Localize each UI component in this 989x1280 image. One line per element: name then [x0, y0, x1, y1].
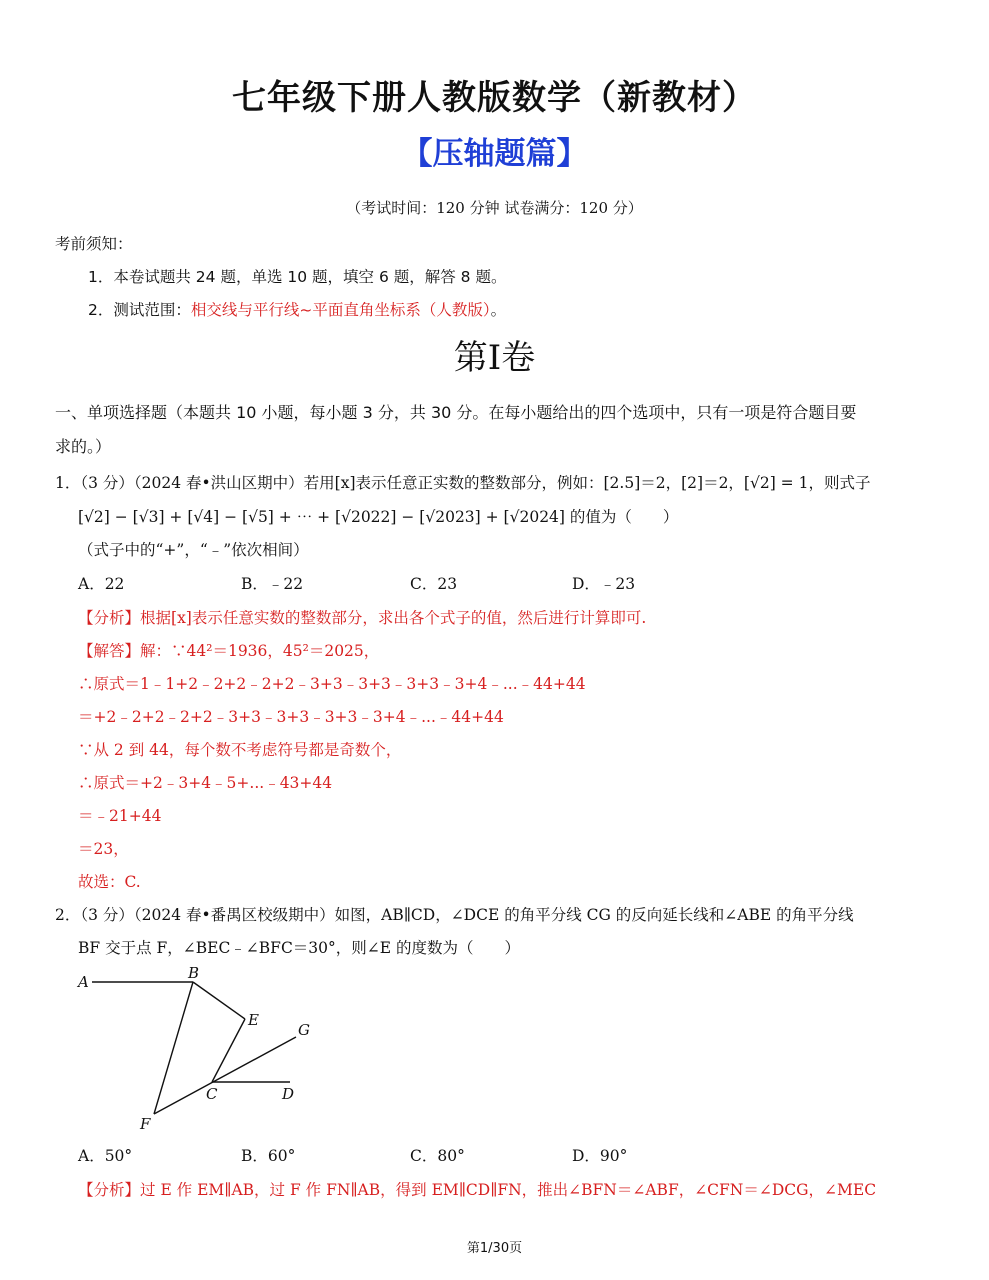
q1-option-b: B．﹣22 [241, 575, 304, 593]
label-f: F [140, 1115, 151, 1133]
q1-solution-line: ∵从 2 到 44，每个数不考虑符号都是奇数个， [78, 741, 402, 759]
q1-option-c: C．23 [410, 575, 458, 593]
q1-stem: 1．（3 分）（2024 春•洪山区期中）若用[x]表示任意正实数的整数部分，例如：[2.5]＝2，[2]＝2，[√2] = 1，则式子 [55, 474, 871, 492]
label-b: B [188, 964, 200, 982]
q1-solution-line: ∴原式＝+2﹣3+4﹣5+...﹣43+44 [78, 774, 333, 792]
line-fg [154, 1037, 296, 1114]
q1-solution-label: 【解答】 [78, 642, 141, 660]
label-e: E [248, 1011, 259, 1029]
test-range: 相交线与平行线~平面直角坐标系（人教版） [190, 301, 491, 319]
q1-note: （式子中的“+”，“﹣”依次相间） [78, 541, 309, 559]
notice-label: 考前须知： [55, 235, 133, 253]
label-d: D [282, 1085, 295, 1103]
q2-option-a: A．50° [78, 1147, 133, 1165]
q1-solution-line: ＝23， [78, 840, 129, 858]
document-title: 七年级下册人教版数学（新教材） [232, 78, 757, 118]
notice-item-2 [88, 298, 506, 320]
line-bf [154, 982, 193, 1114]
q1-analysis-text: 根据[x]表示任意实数的整数部分，求出各个式子的值，然后进行计算即可. [140, 609, 647, 627]
q2-option-c: C．80° [410, 1147, 465, 1165]
q1-option-d: D．﹣23 [572, 575, 636, 593]
q2-stem-line2: BF 交于点 F，∠BEC﹣∠BFC＝30°，则∠E 的度数为（ ） [78, 939, 521, 957]
q2-analysis [78, 1178, 876, 1200]
notice-item-2-prefix: 2．测试范围： [88, 301, 191, 319]
line-be [193, 982, 245, 1019]
q1-solution-line: ＝﹣21+44 [78, 807, 162, 825]
label-c: C [206, 1085, 218, 1103]
line-ec [212, 1019, 245, 1082]
q2-geometry-figure [70, 962, 330, 1137]
q1-option-a: A．22 [78, 575, 125, 593]
section-heading-line1: 一、单项选择题（本题共 10 小题，每小题 3 分，共 30 分。在每小题给出的四个选项中，只有一项是符合题目要 [55, 403, 857, 422]
q2-stem-line1: 2．（3 分）（2024 春•番禺区校级期中）如图，AB∥CD，∠DCE 的角平分线 CG 的反向延长线和∠ABE 的角平分线 [55, 906, 854, 924]
q1-solution-line: ∴原式＝1﹣1+2﹣2+2﹣2+2﹣3+3﹣3+3﹣3+3﹣3+4﹣...﹣44+44 [78, 675, 586, 693]
q1-analysis-label: 【分析】 [78, 609, 141, 627]
q1-solution-line [78, 639, 379, 661]
q2-analysis-label: 【分析】 [78, 1181, 141, 1199]
notice-item-2-suffix: 。 [490, 301, 507, 319]
q1-expression: [√2] − [√3] + [√4] − [√5] + ⋯ + [√2022] − [√2023] + [√2024] 的值为（ ） [78, 508, 679, 526]
volume-title: 第Ⅰ卷 [453, 338, 536, 378]
q1-solution-text: 解：∵44²＝1936，45²＝2025， [140, 642, 380, 660]
q2-option-d: D．90° [572, 1147, 628, 1165]
q1-analysis [78, 606, 646, 628]
label-g: G [298, 1021, 310, 1039]
q1-solution-line: ＝+2﹣2+2﹣2+2﹣3+3﹣3+3﹣3+3﹣3+4﹣...﹣44+44 [78, 708, 504, 726]
label-a: A [78, 973, 89, 991]
q1-answer: 故选：C. [78, 873, 141, 891]
q2-analysis-text: 过 E 作 EM∥AB，过 F 作 FN∥AB，得到 EM∥CD∥FN，推出∠BFN＝∠ABF，∠CFN＝∠DCG，∠MEC [140, 1181, 877, 1199]
q2-option-b: B．60° [241, 1147, 296, 1165]
exam-meta: （考试时间：120 分钟 试卷满分：120 分） [346, 199, 643, 217]
page-number: 第1/30页 [466, 1241, 523, 1256]
document-subtitle: 【压轴题篇】 [401, 136, 588, 172]
notice-item-1: 1．本卷试题共 24 题，单选 10 题，填空 6 题，解答 8 题。 [88, 268, 507, 286]
section-heading-line2: 求的。） [55, 437, 112, 456]
